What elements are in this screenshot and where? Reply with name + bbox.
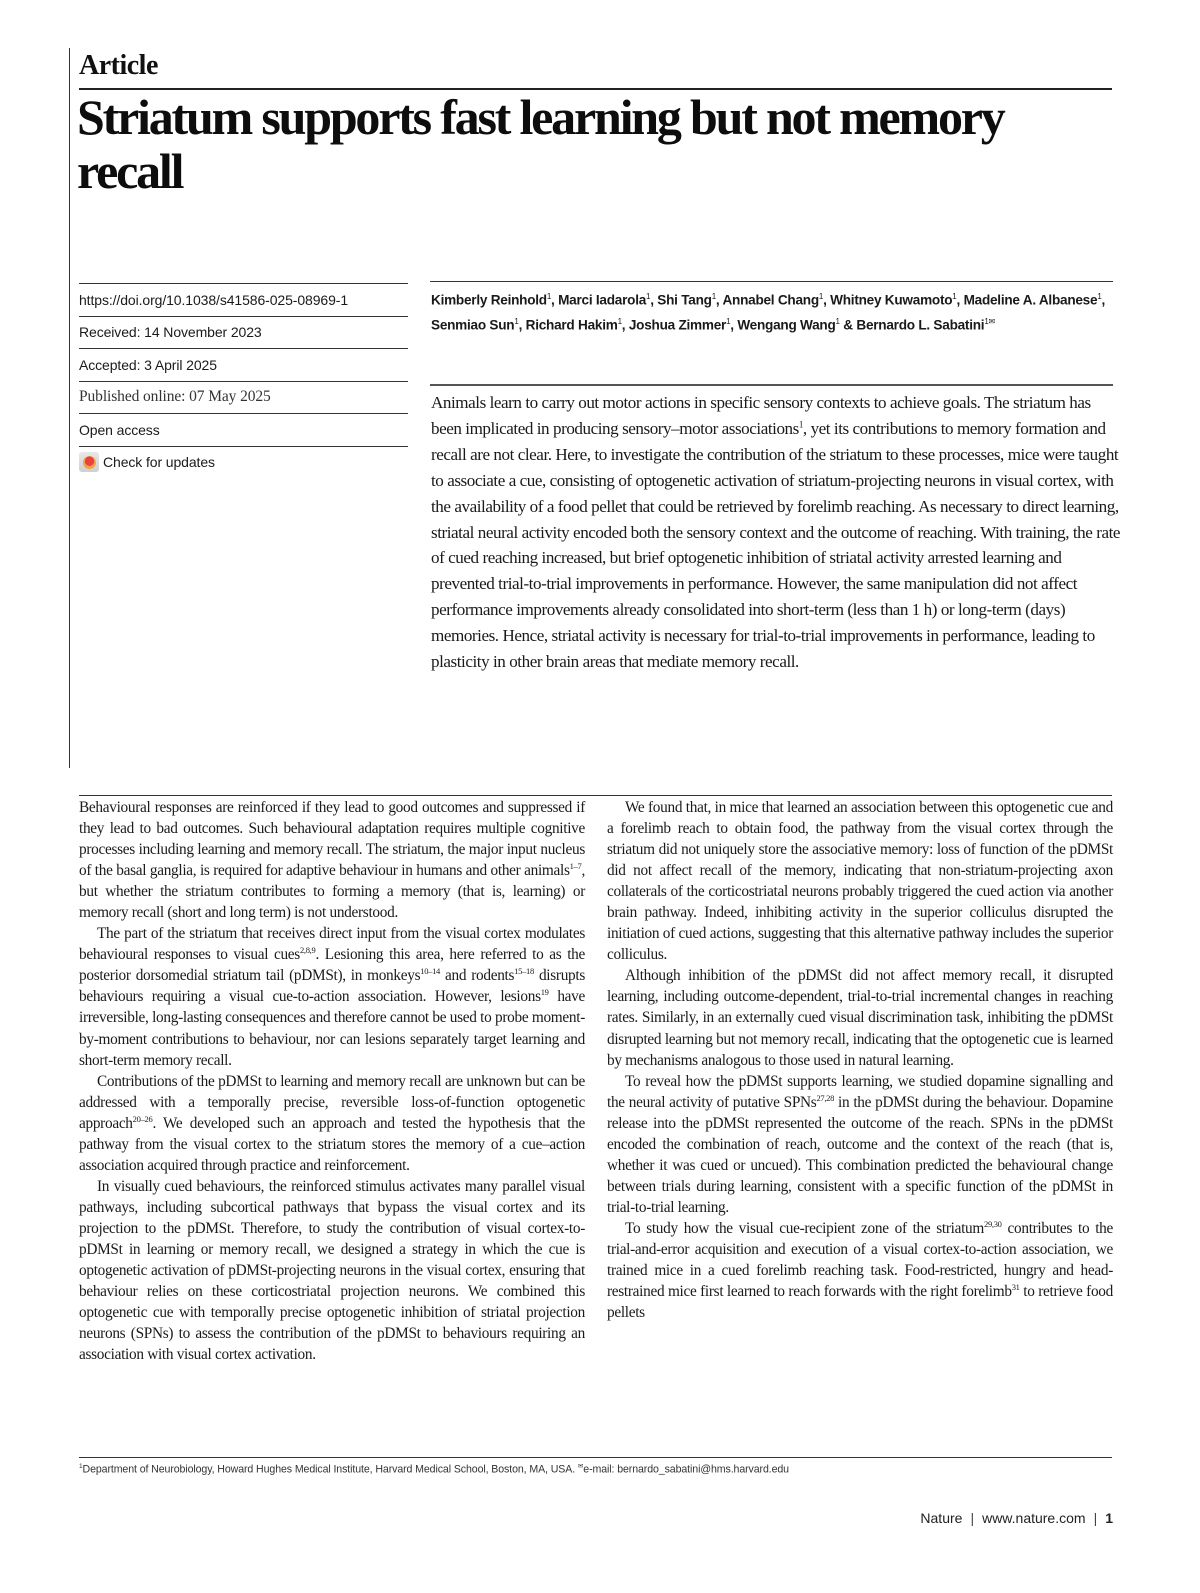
author-name[interactable]: Shi Tang <box>657 292 712 308</box>
affiliation-marker: 1 <box>818 292 824 301</box>
citation-ref[interactable]: 1 <box>798 419 803 430</box>
citation-ref[interactable]: 15–18 <box>514 966 534 977</box>
author-separator: , <box>823 292 831 308</box>
abstract-divider <box>430 384 1113 386</box>
article-metadata-panel <box>79 283 408 478</box>
doi-link[interactable]: https://doi.org/10.1038/s41586-025-08969-1 <box>79 283 408 316</box>
citation-ref[interactable]: 29,30 <box>984 1218 1002 1229</box>
author-name[interactable]: Wengang Wang <box>737 317 836 333</box>
journal-name: Nature <box>920 1510 963 1526</box>
body-paragraph: We found that, in mice that learned an association between this optogenetic cue and a forelimb reach to obtain food, the pathway from the visual cortex through the striatum did not uniquely store the associative memory: loss of function of the pDMSt did not affect recall of the memory, indicating that non-striatum-projecting axon collaterals of the corticostriatal neurons probably triggered the cued action via another brain pathway. Indeed, inhibiting activity in the superior colliculus disrupted the initiation of cued actions, suggesting that this alternative pathway includes the superior colliculus. <box>607 799 1113 964</box>
citation-ref[interactable]: 20–26 <box>132 1113 153 1124</box>
body-paragraph: In visually cued behaviours, the reinforced stimulus activates many parallel visual pathways, including subcortical pathways that bypass the visual cortex and its projection to the pDMSt. Therefore, to study the contribution of visual cortex-to-pDMSt in learning or memory recall, we designed a strategy in which the cue is optogenetic activation of pDMSt-projecting neurons in the visual cortex, ensuring that behaviour relies on these corticostriatal projection neurons. We combined this optogenetic cue with temporally precise optogenetic inhibition of striatal projection neurons (SPNs) to assess the contribution of the pDMSt to behaviours requiring an association with visual cortex activation. <box>79 1177 585 1364</box>
authors-divider <box>430 281 1113 282</box>
citation-ref[interactable]: 19 <box>540 987 549 998</box>
check-for-updates-label: Check for updates <box>103 454 215 471</box>
citation-ref[interactable]: 1–7 <box>569 861 582 872</box>
affiliation-marker: 1 <box>726 317 731 327</box>
author-separator: & <box>839 317 857 333</box>
author-separator: , <box>621 317 629 333</box>
affiliation-marker: 1 <box>646 292 651 301</box>
author-separator: , <box>518 317 526 333</box>
body-paragraph: To reveal how the pDMSt supports learning, we studied dopamine signalling and the neural activity of putative SPNs$^{27,28}$ in the pDMSt during the behaviour. Dopamine release into the pDMSt represented the outcome of the reach. SPNs in the pDMSt encoded the combination of reach, outcome and the context of the reach (that is, whether it was cued or uncued). This combination predicted the behavioural change between trials during learning, consistent with a specific function of the pDMSt in trial-to-trial learning. <box>607 1072 1113 1216</box>
body-divider <box>79 795 1112 796</box>
author-separator: , <box>1101 292 1106 308</box>
author-list <box>431 286 1111 336</box>
body-paragraph: Contributions of the pDMSt to learning and memory recall are unknown but can be addressed with a temporally precise, reversible loss-of-function optogenetic approach$^{20-26}$. We developed such an approach and tested the hypothesis that the pathway from the visual cortex to the striatum stores the memory of a cue–action association acquired through practice and reinforcement. <box>79 1072 585 1174</box>
affiliation-marker: 1 <box>1097 292 1102 301</box>
affiliation-marker: 1 <box>835 317 840 327</box>
affiliation-marker: 1 <box>952 292 957 301</box>
author-name[interactable]: Senmiao Sun <box>431 317 515 333</box>
affiliation-footnote: $^1$Department of Neurobiology, Howard Hughes Medical Institute, Harvard Medical School, Boston, MA, USA. ✉e-mail: bernardo_sabatini@hms.harvard.edu <box>79 1463 789 1476</box>
affiliation-marker: 1 <box>546 292 552 301</box>
author-name[interactable]: Joshua Zimmer <box>628 317 727 333</box>
open-access-label: Open access <box>79 413 408 446</box>
abstract: Animals learn to carry out motor actions in specific sensory contexts to achieve goals. The striatum has been implicated in producing sensory–motor associations$^1$, yet its contributions to memory formation and recall are not clear. Here, to investigate the contribution of the striatum to these processes, mice were taught to associate a cue, consisting of optogenetic activation of striatum-projecting neurons in visual cortex, with the availability of a food pellet that could be retrieved by forelimb reaching. As necessary to direct learning, striatal neural activity encoded both the sensory context and the outcome of reaching. With training, the rate of cued reaching increased, but brief optogenetic inhibition of striatal activity arrested learning and prevented trial-to-trial improvements in performance. However, the same manipulation did not affect performance improvements already consolidated into short-term (less than 1 h) or long-term (days) memories. Hence, striatal activity is necessary for trial-to-trial improvements in performance, leading to plasticity in other brain areas that mediate memory recall. <box>431 393 1121 672</box>
email-link[interactable]: e-mail: bernardo_sabatini@hms.harvard.edu <box>583 1463 789 1476</box>
citation-ref[interactable]: 2,8,9 <box>299 945 316 956</box>
author-separator: , <box>956 292 964 308</box>
citation-ref[interactable]: 10–14 <box>420 966 441 977</box>
affiliation-marker: 1 <box>711 292 716 301</box>
author-separator: , <box>730 317 738 333</box>
affiliation-marker: 1 <box>617 317 622 327</box>
footer-separator: | <box>1093 1510 1098 1526</box>
article-title: Striatum supports fast learning but not memory recall <box>77 89 1004 199</box>
received-date: Received: 14 November 2023 <box>79 316 408 349</box>
citation-ref[interactable]: 27,28 <box>816 1092 835 1103</box>
affiliation-marker: 1✉ <box>984 317 995 327</box>
article-type-label: Article <box>79 50 158 81</box>
body-paragraph: The part of the striatum that receives direct input from the visual cortex modulates behavioural responses to visual cues$^{2,8,9}$. Lesioning this area, here referred to as the posterior dorsomedial striatum tail (pDMSt), in monkeys$^{10-14}$ and rodents$^{15-18}$ disrupts behaviours requiring a visual cue-to-action association. However, lesions$^{19}$ have irreversible, long-lasting consequences and therefore cannot be used to probe moment-by-moment contributions to behaviour, nor can lesions separately target learning and short-term memory recall. <box>79 925 585 1069</box>
mail-icon: ✉ <box>577 1463 584 1470</box>
page-number: 1 <box>1105 1510 1113 1526</box>
author-separator: , <box>650 292 658 308</box>
check-for-updates-button[interactable] <box>79 446 408 479</box>
left-margin-rule <box>69 48 70 768</box>
published-date: Published online: 07 May 2025 <box>79 381 408 414</box>
body-paragraph: To study how the visual cue-recipient zone of the striatum$^{29,30}$ contributes to the trial-and-error acquisition and execution of a visual cortex-to-action association, we trained mice in a cued forelimb reaching task. Food-restricted, hungry and head-restrained mice first learned to reach forwards with the right forelimb$^{31}$ to retrieve food pellets <box>607 1218 1113 1322</box>
author-name[interactable]: Kimberly Reinhold <box>431 292 547 308</box>
accepted-date: Accepted: 3 April 2025 <box>79 348 408 381</box>
journal-website-link[interactable]: www.nature.com <box>982 1510 1086 1526</box>
body-column-right <box>607 797 1113 1323</box>
author-name[interactable]: Richard Hakim <box>525 317 618 333</box>
body-paragraph: Behavioural responses are reinforced if they lead to good outcomes and suppressed if they lead to bad outcomes. Such behavioural adaptation requires multiple cognitive processes including learning and memory recall. The striatum, the major input nucleus of the basal ganglia, is required for adaptive behaviour in humans and other animals$^{1-7}$, but whether the striatum contributes to forming a memory (that is, learning) or memory recall (short and long term) is not understood. <box>79 799 585 922</box>
citation-ref[interactable]: 31 <box>1011 1281 1020 1292</box>
author-name[interactable]: Annabel Chang <box>722 292 819 308</box>
footer-separator: | <box>970 1510 975 1526</box>
body-paragraph: Although inhibition of the pDMSt did not affect memory recall, it disrupted learning, including outcome-dependent, trial-to-trial incremental changes in reaching rates. Similarly, in an externally cued visual discrimination task, inhibiting the pDMSt disrupted learning but not memory recall, indicating that the optogenetic cue is learned by mechanisms analogous to those used in natural learning. <box>607 967 1113 1069</box>
page-footer <box>920 1510 1113 1526</box>
author-name[interactable]: Whitney Kuwamoto <box>830 292 953 308</box>
footnote-divider <box>79 1457 1112 1458</box>
author-name[interactable]: Marci Iadarola <box>558 292 647 308</box>
author-separator: , <box>715 292 723 308</box>
author-name[interactable]: Bernardo L. Sabatini <box>856 317 985 333</box>
affiliation-marker: 1 <box>514 317 519 327</box>
crossmark-icon <box>79 452 99 472</box>
author-name[interactable]: Madeline A. Albanese <box>963 292 1098 308</box>
author-separator: , <box>551 292 559 308</box>
body-column-left <box>79 797 585 1365</box>
